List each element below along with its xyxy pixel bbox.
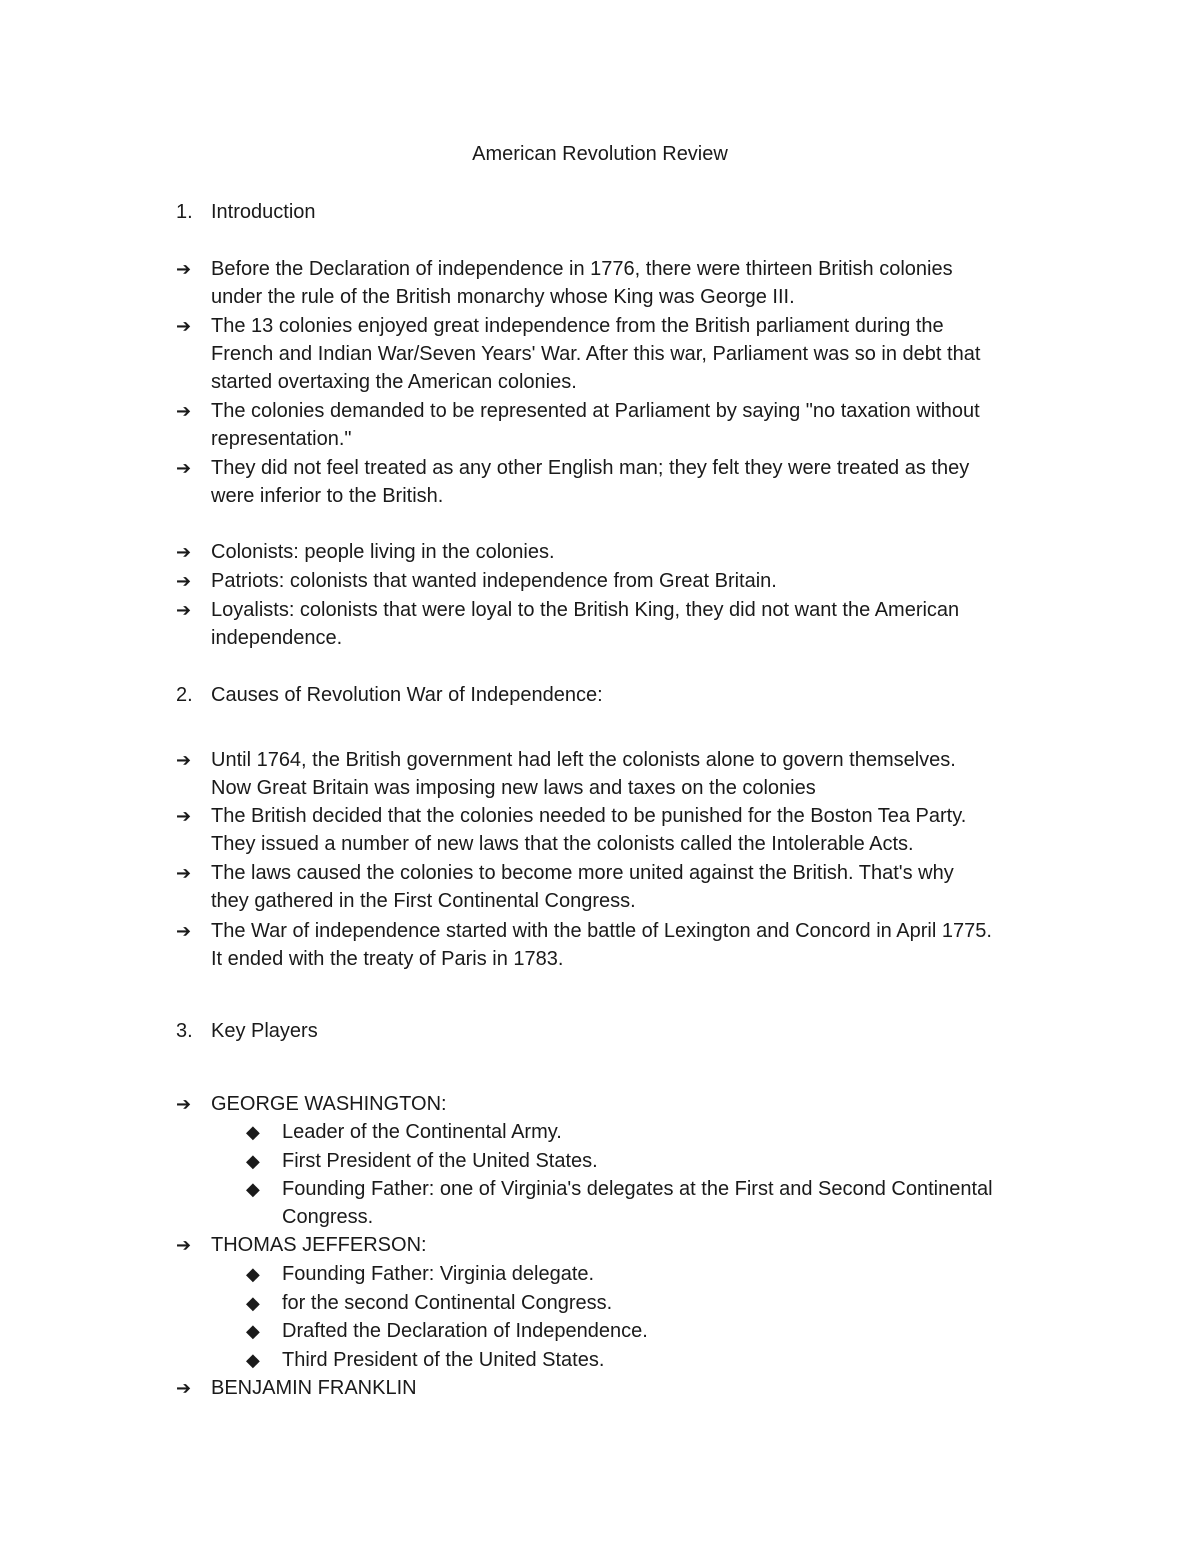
diamond-bullet-icon: ◆ [246,1179,260,1199]
bullet-text: were inferior to the British. [211,485,444,507]
bullet-text: under the rule of the British monarchy whose King was George III. [211,286,795,308]
arrow-bullet-icon: ➔ [176,1235,192,1255]
arrow-bullet-icon: ➔ [176,1378,192,1398]
player-fact: Third President of the United States. [282,1349,605,1371]
arrow-bullet-icon: ➔ [176,458,192,478]
bullet-text: Now Great Britain was imposing new laws and taxes on the colonies [211,777,816,799]
player-name: THOMAS JEFFERSON: [211,1234,427,1256]
bullet-text: started overtaxing the American colonies. [211,371,577,393]
arrow-bullet-icon: ➔ [176,921,192,941]
player-fact: Drafted the Declaration of Independence. [282,1320,648,1342]
bullet-text: French and Indian War/Seven Years' War. After this war, Parliament was so in debt that [211,343,981,365]
section-heading: Key Players [211,1020,318,1042]
diamond-bullet-icon: ◆ [246,1350,260,1370]
bullet-text: The colonies demanded to be represented at Parliament by saying "no taxation without [211,400,980,422]
diamond-bullet-icon: ◆ [246,1264,260,1284]
player-fact: First President of the United States. [282,1150,598,1172]
player-fact: for the second Continental Congress. [282,1292,613,1314]
section-heading: Introduction [211,201,316,223]
section-number: 3. [176,1020,193,1042]
bullet-text: They issued a number of new laws that the colonists called the Intolerable Acts. [211,833,914,855]
player-fact: Leader of the Continental Army. [282,1121,562,1143]
arrow-bullet-icon: ➔ [176,863,192,883]
arrow-bullet-icon: ➔ [176,316,192,336]
diamond-bullet-icon: ◆ [246,1122,260,1142]
bullet-text: The War of independence started with the battle of Lexington and Concord in April 1775. [211,920,992,942]
bullet-text: The 13 colonies enjoyed great independence from the British parliament during the [211,315,944,337]
player-fact: Congress. [282,1206,374,1228]
arrow-bullet-icon: ➔ [176,401,192,421]
diamond-bullet-icon: ◆ [246,1151,260,1171]
bullet-text: independence. [211,627,343,649]
arrow-bullet-icon: ➔ [176,750,192,770]
bullet-text: Colonists: people living in the colonies. [211,541,555,563]
player-fact: Founding Father: one of Virginia's delegates at the First and Second Continental [282,1178,993,1200]
arrow-bullet-icon: ➔ [176,806,192,826]
section-number: 2. [176,684,193,706]
bullet-text: Until 1764, the British government had left the colonists alone to govern themselves. [211,749,956,771]
arrow-bullet-icon: ➔ [176,259,192,279]
bullet-text: It ended with the treaty of Paris in 1783. [211,948,564,970]
arrow-bullet-icon: ➔ [176,571,192,591]
bullet-text: they gathered in the First Continental Congress. [211,890,636,912]
section-number: 1. [176,201,193,223]
bullet-text: They did not feel treated as any other English man; they felt they were treated as they [211,457,970,479]
section-heading: Causes of Revolution War of Independence: [211,684,603,706]
player-name: BENJAMIN FRANKLIN [211,1377,417,1399]
bullet-text: representation." [211,428,352,450]
document-title: American Revolution Review [472,143,728,165]
diamond-bullet-icon: ◆ [246,1321,260,1341]
arrow-bullet-icon: ➔ [176,1094,192,1114]
bullet-text: Loyalists: colonists that were loyal to the British King, they did not want the American [211,599,960,621]
player-name: GEORGE WASHINGTON: [211,1093,447,1115]
arrow-bullet-icon: ➔ [176,542,192,562]
arrow-bullet-icon: ➔ [176,600,192,620]
player-fact: Founding Father: Virginia delegate. [282,1263,595,1285]
bullet-text: The British decided that the colonies needed to be punished for the Boston Tea Party. [211,805,967,827]
bullet-text: Patriots: colonists that wanted independence from Great Britain. [211,570,777,592]
bullet-text: The laws caused the colonies to become more united against the British. That's why [211,862,954,884]
bullet-text: Before the Declaration of independence in 1776, there were thirteen British colonies [211,258,953,280]
diamond-bullet-icon: ◆ [246,1293,260,1313]
